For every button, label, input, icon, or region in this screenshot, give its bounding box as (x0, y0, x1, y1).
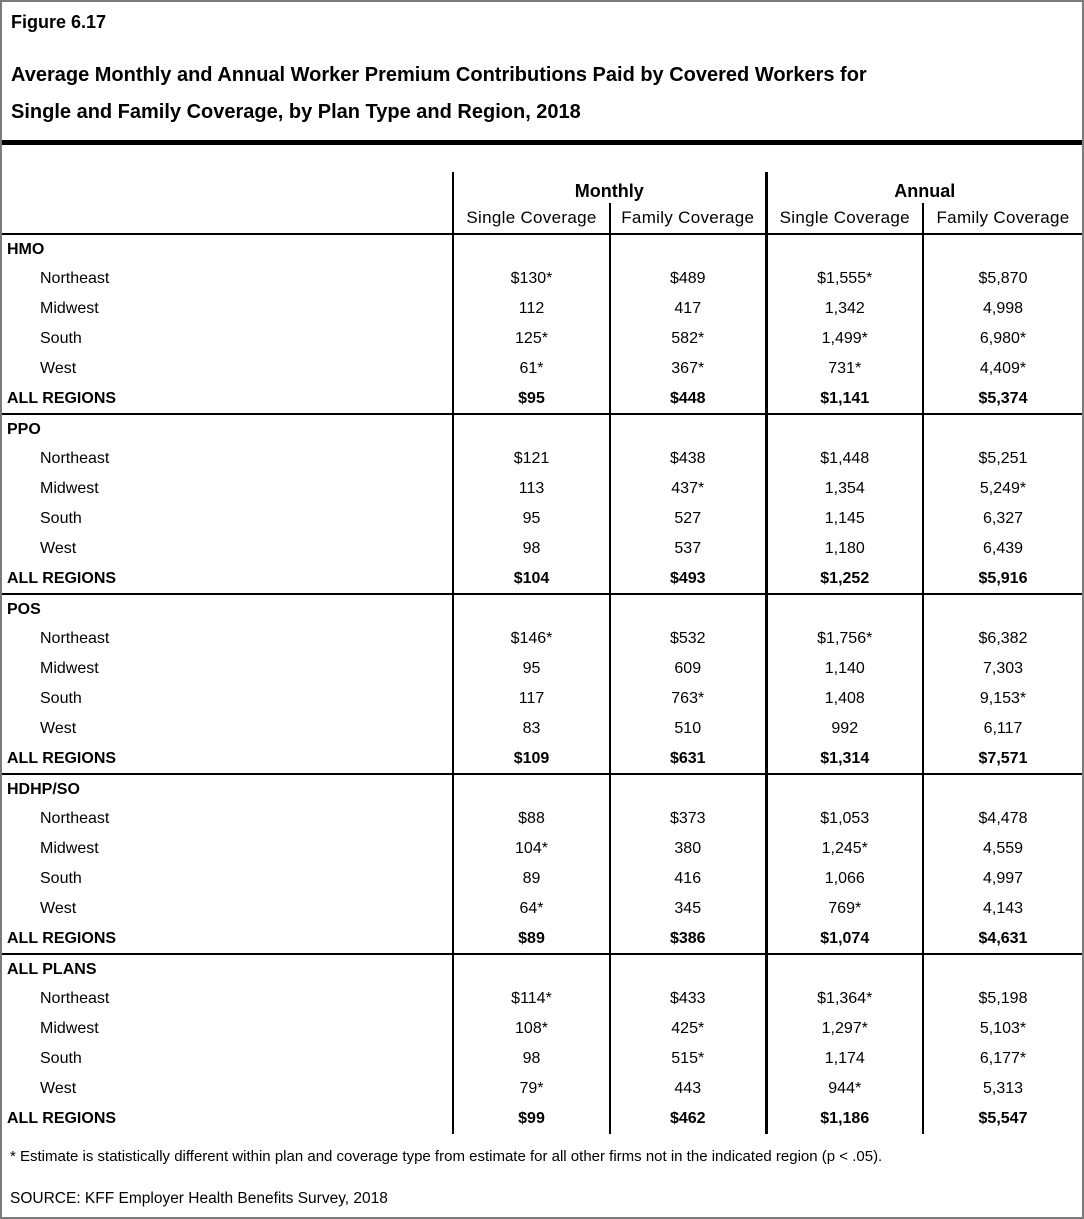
value-cell: $5,251 (923, 444, 1082, 474)
all-regions-row (2, 1104, 1082, 1134)
all-regions-label: ALL REGIONS (7, 389, 117, 407)
value-cell: 1,408 (766, 684, 923, 714)
empty-cell (610, 954, 766, 984)
region-row (2, 474, 1082, 504)
value-cell: 9,153* (923, 684, 1082, 714)
corner-cell (2, 203, 453, 234)
region-label: West (40, 900, 77, 917)
region-label: Northeast (40, 270, 110, 287)
value-cell: 98 (453, 1044, 610, 1074)
value-cell: 769* (766, 894, 923, 924)
empty-cell (453, 234, 610, 264)
table-header (2, 172, 1082, 234)
value-cell: $146* (453, 624, 610, 654)
column-header-annual-family: Family Coverage (923, 203, 1082, 234)
value-cell: $5,870 (923, 264, 1082, 294)
region-row (2, 534, 1082, 564)
empty-cell (923, 594, 1082, 624)
all-regions-label: ALL REGIONS (7, 749, 117, 767)
value-cell: $114* (453, 984, 610, 1014)
value-cell: 944* (766, 1074, 923, 1104)
value-cell: $433 (610, 984, 766, 1014)
total-value-cell: $89 (453, 924, 610, 954)
value-cell: 89 (453, 864, 610, 894)
value-cell: 1,342 (766, 294, 923, 324)
region-row (2, 264, 1082, 294)
value-cell: 6,117 (923, 714, 1082, 744)
plan-section-row (2, 774, 1082, 804)
value-cell: $130* (453, 264, 610, 294)
empty-cell (766, 774, 923, 804)
footnote: * Estimate is statistically different within plan and coverage type from estimate for all other firms not in the indicated region (p < .05). (10, 1148, 883, 1165)
total-value-cell: $4,631 (923, 924, 1082, 954)
column-header-annual-single: Single Coverage (766, 203, 923, 234)
empty-cell (923, 414, 1082, 444)
total-value-cell: $1,074 (766, 924, 923, 954)
column-group-monthly: Monthly (453, 172, 766, 203)
value-cell: 5,249* (923, 474, 1082, 504)
region-label: Midwest (40, 1020, 99, 1037)
value-cell: 367* (610, 354, 766, 384)
region-label: West (40, 360, 77, 377)
region-label: Northeast (40, 630, 110, 647)
region-row (2, 504, 1082, 534)
all-regions-label: ALL REGIONS (7, 929, 117, 947)
region-row (2, 864, 1082, 894)
empty-cell (610, 774, 766, 804)
value-cell: 95 (453, 504, 610, 534)
region-label: West (40, 1080, 77, 1097)
plan-type-label: POS (2, 594, 453, 624)
region-label: West (40, 540, 77, 557)
table-body (2, 234, 1082, 1134)
value-cell: $489 (610, 264, 766, 294)
value-cell: 437* (610, 474, 766, 504)
figure-title-line-1: Average Monthly and Annual Worker Premium Contributions Paid by Covered Workers for (11, 64, 867, 86)
total-value-cell: $5,547 (923, 1104, 1082, 1134)
region-row (2, 294, 1082, 324)
column-header-monthly-family: Family Coverage (610, 203, 766, 234)
region-row (2, 1074, 1082, 1104)
empty-cell (766, 414, 923, 444)
all-regions-row (2, 924, 1082, 954)
value-cell: $88 (453, 804, 610, 834)
empty-cell (610, 234, 766, 264)
value-cell: 98 (453, 534, 610, 564)
value-cell: 1,245* (766, 834, 923, 864)
region-row (2, 804, 1082, 834)
region-label: Midwest (40, 300, 99, 317)
empty-cell (453, 954, 610, 984)
value-cell: 61* (453, 354, 610, 384)
total-value-cell: $109 (453, 744, 610, 774)
total-value-cell: $1,186 (766, 1104, 923, 1134)
value-cell: $532 (610, 624, 766, 654)
total-value-cell: $99 (453, 1104, 610, 1134)
plan-type-label: ALL PLANS (2, 954, 453, 984)
total-value-cell: $386 (610, 924, 766, 954)
empty-cell (610, 414, 766, 444)
region-label: Northeast (40, 810, 110, 827)
value-cell: 763* (610, 684, 766, 714)
total-value-cell: $448 (610, 384, 766, 414)
value-cell: 1,145 (766, 504, 923, 534)
total-value-cell: $631 (610, 744, 766, 774)
value-cell: 416 (610, 864, 766, 894)
value-cell: 1,140 (766, 654, 923, 684)
value-cell: $5,198 (923, 984, 1082, 1014)
total-value-cell: $1,141 (766, 384, 923, 414)
title-divider-rule (2, 140, 1082, 145)
value-cell: 108* (453, 1014, 610, 1044)
all-regions-label: ALL REGIONS (7, 1110, 117, 1127)
total-value-cell: $5,916 (923, 564, 1082, 594)
empty-cell (453, 414, 610, 444)
column-group-row (2, 172, 1082, 203)
region-label: South (40, 510, 82, 527)
corner-cell (2, 172, 453, 203)
empty-cell (766, 954, 923, 984)
value-cell: 527 (610, 504, 766, 534)
value-cell: $373 (610, 804, 766, 834)
value-cell: 6,177* (923, 1044, 1082, 1074)
value-cell: 125* (453, 324, 610, 354)
region-row (2, 354, 1082, 384)
value-cell: 83 (453, 714, 610, 744)
value-cell: $438 (610, 444, 766, 474)
value-cell: 515* (610, 1044, 766, 1074)
region-row (2, 624, 1082, 654)
column-header-row (2, 203, 1082, 234)
region-row (2, 834, 1082, 864)
region-label: Northeast (40, 990, 110, 1007)
title-block (2, 2, 1082, 131)
value-cell: $1,756* (766, 624, 923, 654)
value-cell: $4,478 (923, 804, 1082, 834)
region-row (2, 444, 1082, 474)
plan-type-label: HDHP/SO (2, 774, 453, 804)
value-cell: 6,327 (923, 504, 1082, 534)
region-row (2, 684, 1082, 714)
value-cell: 104* (453, 834, 610, 864)
value-cell: 443 (610, 1074, 766, 1104)
value-cell: 4,409* (923, 354, 1082, 384)
region-row (2, 984, 1082, 1014)
value-cell: 5,313 (923, 1074, 1082, 1104)
figure-label: Figure 6.17 (11, 12, 107, 32)
value-cell: $1,448 (766, 444, 923, 474)
region-label: South (40, 1050, 82, 1067)
value-cell: 4,998 (923, 294, 1082, 324)
column-group-annual: Annual (766, 172, 1082, 203)
empty-cell (923, 234, 1082, 264)
value-cell: 582* (610, 324, 766, 354)
value-cell: $1,555* (766, 264, 923, 294)
plan-section-row (2, 414, 1082, 444)
empty-cell (766, 594, 923, 624)
value-cell: 95 (453, 654, 610, 684)
total-value-cell: $95 (453, 384, 610, 414)
empty-cell (453, 774, 610, 804)
value-cell: 7,303 (923, 654, 1082, 684)
all-regions-row (2, 744, 1082, 774)
total-value-cell: $7,571 (923, 744, 1082, 774)
value-cell: 1,354 (766, 474, 923, 504)
value-cell: 6,439 (923, 534, 1082, 564)
region-label: West (40, 720, 77, 737)
value-cell: 992 (766, 714, 923, 744)
column-header-monthly-single: Single Coverage (453, 203, 610, 234)
value-cell: 117 (453, 684, 610, 714)
all-regions-row (2, 384, 1082, 414)
value-cell: 731* (766, 354, 923, 384)
region-row (2, 714, 1082, 744)
value-cell: 1,066 (766, 864, 923, 894)
region-label: Midwest (40, 840, 99, 857)
plan-type-label: HMO (2, 234, 453, 264)
value-cell: 4,143 (923, 894, 1082, 924)
empty-cell (610, 594, 766, 624)
region-row (2, 894, 1082, 924)
value-cell: 1,174 (766, 1044, 923, 1074)
value-cell: 425* (610, 1014, 766, 1044)
total-value-cell: $5,374 (923, 384, 1082, 414)
value-cell: 345 (610, 894, 766, 924)
all-regions-label: ALL REGIONS (7, 569, 117, 587)
figure-title-line-2: Single and Family Coverage, by Plan Type and Region, 2018 (11, 101, 581, 123)
empty-cell (766, 234, 923, 264)
region-label: Northeast (40, 450, 110, 467)
source-line: SOURCE: KFF Employer Health Benefits Survey, 2018 (10, 1190, 388, 1207)
value-cell: 4,559 (923, 834, 1082, 864)
value-cell: 6,980* (923, 324, 1082, 354)
figure-title (11, 57, 1072, 131)
plan-section-row (2, 954, 1082, 984)
value-cell: $1,364* (766, 984, 923, 1014)
value-cell: 1,499* (766, 324, 923, 354)
value-cell: $1,053 (766, 804, 923, 834)
empty-cell (923, 774, 1082, 804)
value-cell: $121 (453, 444, 610, 474)
empty-cell (923, 954, 1082, 984)
value-cell: 64* (453, 894, 610, 924)
region-label: South (40, 870, 82, 887)
value-cell: 1,297* (766, 1014, 923, 1044)
plan-section-row (2, 234, 1082, 264)
empty-cell (453, 594, 610, 624)
region-label: South (40, 330, 82, 347)
region-row (2, 1014, 1082, 1044)
value-cell: $6,382 (923, 624, 1082, 654)
value-cell: 537 (610, 534, 766, 564)
region-row (2, 324, 1082, 354)
value-cell: 113 (453, 474, 610, 504)
region-row (2, 1044, 1082, 1074)
total-value-cell: $462 (610, 1104, 766, 1134)
region-label: South (40, 690, 82, 707)
value-cell: 417 (610, 294, 766, 324)
value-cell: 79* (453, 1074, 610, 1104)
value-cell: 4,997 (923, 864, 1082, 894)
value-cell: 1,180 (766, 534, 923, 564)
value-cell: 5,103* (923, 1014, 1082, 1044)
total-value-cell: $1,314 (766, 744, 923, 774)
total-value-cell: $493 (610, 564, 766, 594)
premium-contributions-table (2, 172, 1082, 1134)
total-value-cell: $1,252 (766, 564, 923, 594)
value-cell: 380 (610, 834, 766, 864)
value-cell: 609 (610, 654, 766, 684)
total-value-cell: $104 (453, 564, 610, 594)
value-cell: 112 (453, 294, 610, 324)
plan-type-label: PPO (2, 414, 453, 444)
value-cell: 510 (610, 714, 766, 744)
all-regions-row (2, 564, 1082, 594)
region-label: Midwest (40, 480, 99, 497)
region-label: Midwest (40, 660, 99, 677)
region-row (2, 654, 1082, 684)
plan-section-row (2, 594, 1082, 624)
